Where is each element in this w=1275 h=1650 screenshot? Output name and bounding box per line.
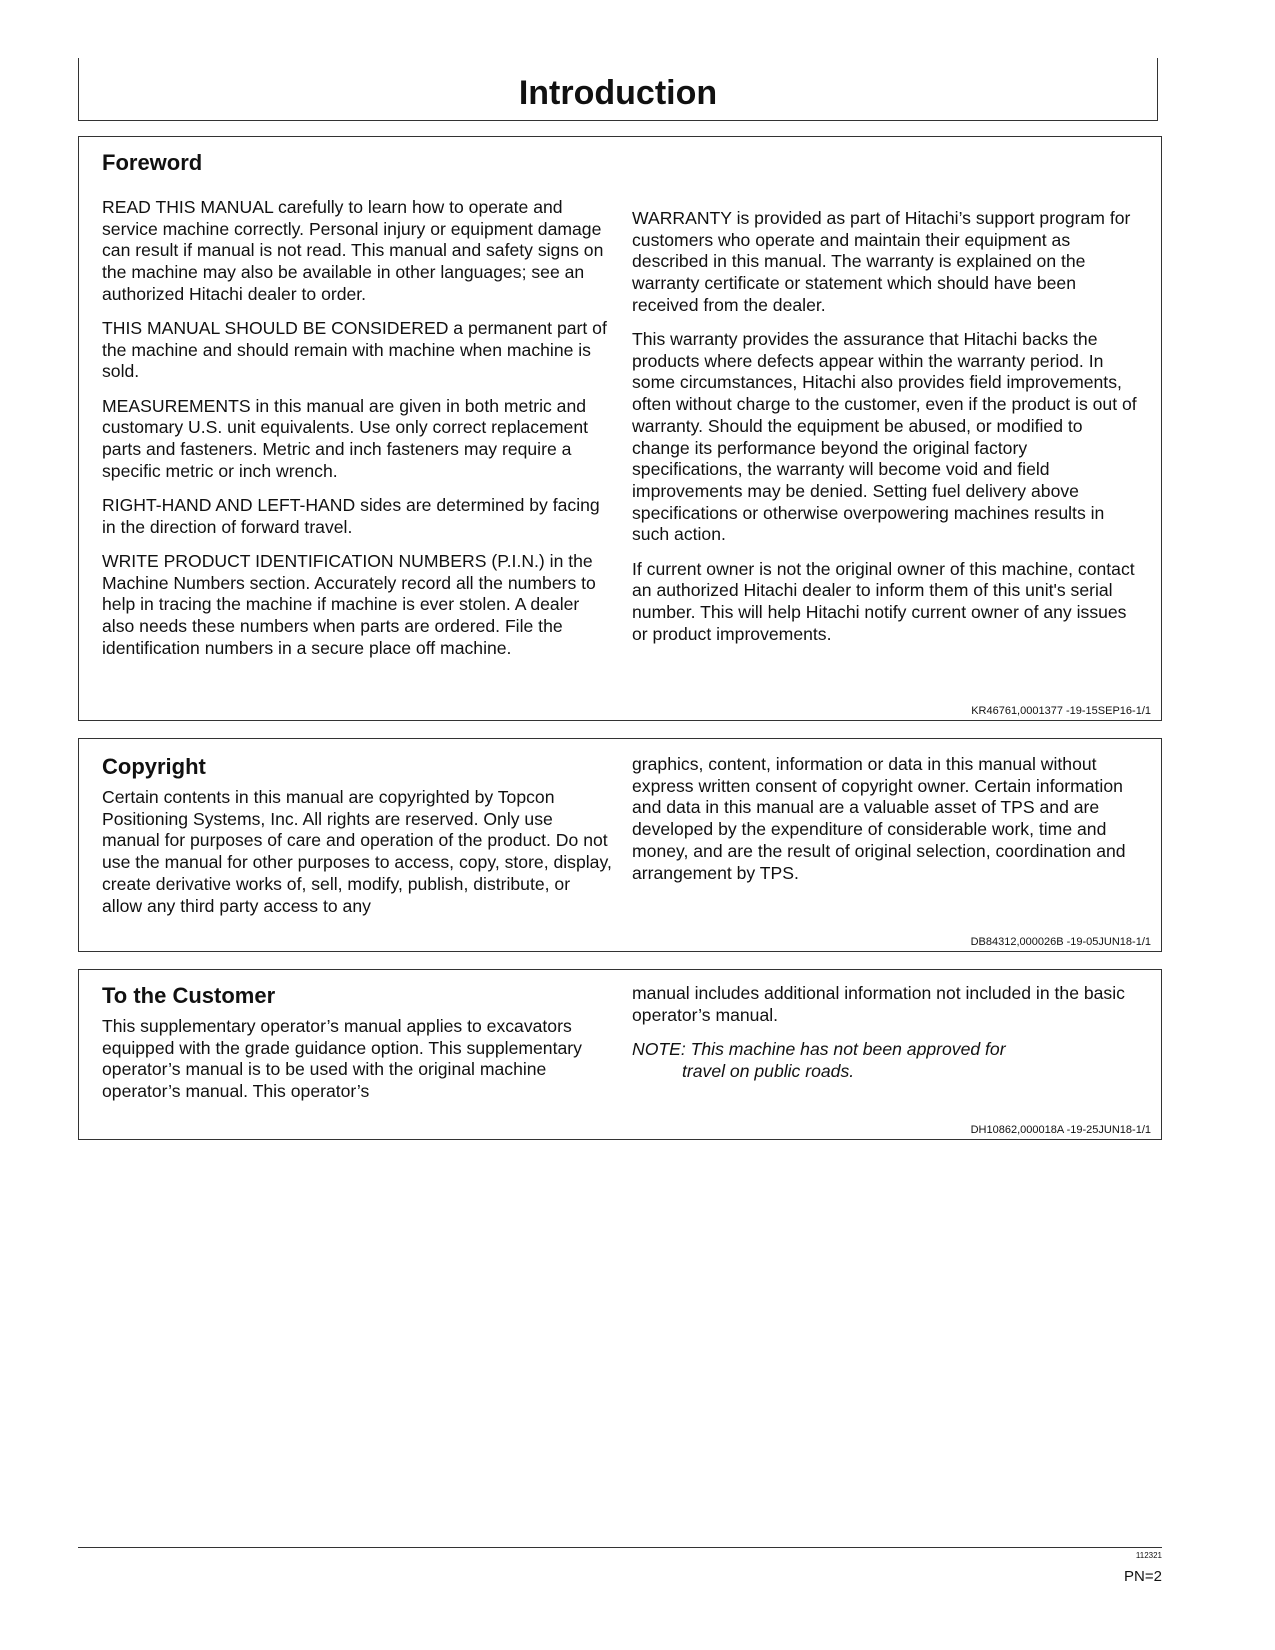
foreword-right-column [632, 208, 1142, 658]
copyright-left-column [102, 787, 612, 930]
foreword-title: Foreword [102, 150, 203, 175]
copyright-reference-code: DB84312,000026B -19-05JUN18-1/1 [970, 936, 1151, 948]
copyright-section [78, 738, 1162, 952]
footer-code: 112321 [1135, 1551, 1162, 1560]
copyright-paragraph: Certain contents in this manual are copyrighted by Topcon Positioning Systems, Inc. All rights are reserved. Only use manual for purposes of care and operation of the product. Do not use the manual for other purposes to access, copy, store, display, create derivative works of, sell, modify, publish, distribute, or allow any third party access to any [102, 787, 612, 916]
foreword-section [78, 136, 1162, 721]
copyright-right-column [632, 754, 1142, 897]
copyright-title: Copyright [102, 754, 206, 779]
customer-paragraph: manual includes additional information not included in the basic operator’s manual. [632, 983, 1125, 1025]
foreword-paragraph: WRITE PRODUCT IDENTIFICATION NUMBERS (P.I.N.) in the Machine Numbers section. Accurately record all the numbers to help in tracing the machine if machine is ever stolen. A dealer also needs these numbers when parts are ordered. File the identification numbers in a secure place off machine. [102, 550, 596, 658]
customer-left-column [102, 1016, 612, 1115]
warranty-paragraph: This warranty provides the assurance that Hitachi backs the products where defects appear within the warranty period. In some circumstances, Hitachi also provides field improvements, often without charge to the customer, even if the product is out of warranty. Should the equipment be abused, or modified to change its performance beyond the original factory specifications, the warranty will become void and field improvements may be denied. Setting fuel delivery above specifications or otherwise overpowering machines results in such action. [632, 329, 1137, 545]
customer-section [78, 969, 1162, 1140]
customer-right-column [632, 983, 1142, 1095]
foreword-paragraph: THIS MANUAL SHOULD BE CONSIDERED a permanent part of the machine and should remain with machine when machine is sold. [102, 318, 607, 382]
foreword-paragraph: READ THIS MANUAL carefully to learn how to operate and service machine correctly. Personal injury or equipment damage can result if manual is not read. This manual and safety signs on the machine may also be available in other languages; see an authorized Hitachi dealer to order. [102, 197, 604, 304]
foreword-reference-code: KR46761,0001377 -19-15SEP16-1/1 [971, 705, 1151, 717]
warranty-paragraph: WARRANTY is provided as part of Hitachi’s support program for customers who operate and maintain their equipment as described in this manual. The warranty is explained on the warranty certificate or statement which should have been received from the dealer. [632, 208, 1131, 315]
footer-divider [78, 1547, 1162, 1548]
page-title: Introduction [518, 74, 718, 112]
note-line-2: travel on public roads. [682, 1060, 855, 1081]
customer-reference-code: DH10862,000018A -19-25JUN18-1/1 [970, 1124, 1151, 1136]
customer-paragraph: This supplementary operator’s manual applies to excavators equipped with the grade guidance option. This supplementary operator’s manual is to be used with the original machine operator’s manual. This operator’s [102, 1016, 582, 1102]
copyright-paragraph: graphics, content, information or data in this manual without express written consent of copyright owner. Certain information and data in this manual are a valuable asset of TPS and are developed by the expenditure of considerable work, time and money, and are the result of original selection, coordination and arrangement by TPS. [632, 754, 1126, 883]
page-number: PN=2 [1124, 1568, 1162, 1585]
warranty-paragraph: If current owner is not the original owner of this machine, contact an authorized Hitachi dealer to inform them of this unit's serial number. This will help Hitachi notify current owner of any issues or product improvements. [632, 558, 1135, 644]
foreword-left-column [102, 197, 612, 672]
foreword-paragraph: RIGHT-HAND AND LEFT-HAND sides are determined by facing in the direction of forward travel. [102, 494, 600, 537]
foreword-paragraph: MEASUREMENTS in this manual are given in both metric and customary U.S. unit equivalents. Use only correct replacement parts and fasteners. Metric and inch fasteners may require a specific metric or inch wrench. [102, 395, 588, 481]
note-line-1: NOTE: This machine has not been approved for [632, 1038, 1006, 1059]
page-header [78, 58, 1158, 121]
note [632, 1039, 1142, 1082]
customer-title: To the Customer [102, 983, 276, 1008]
